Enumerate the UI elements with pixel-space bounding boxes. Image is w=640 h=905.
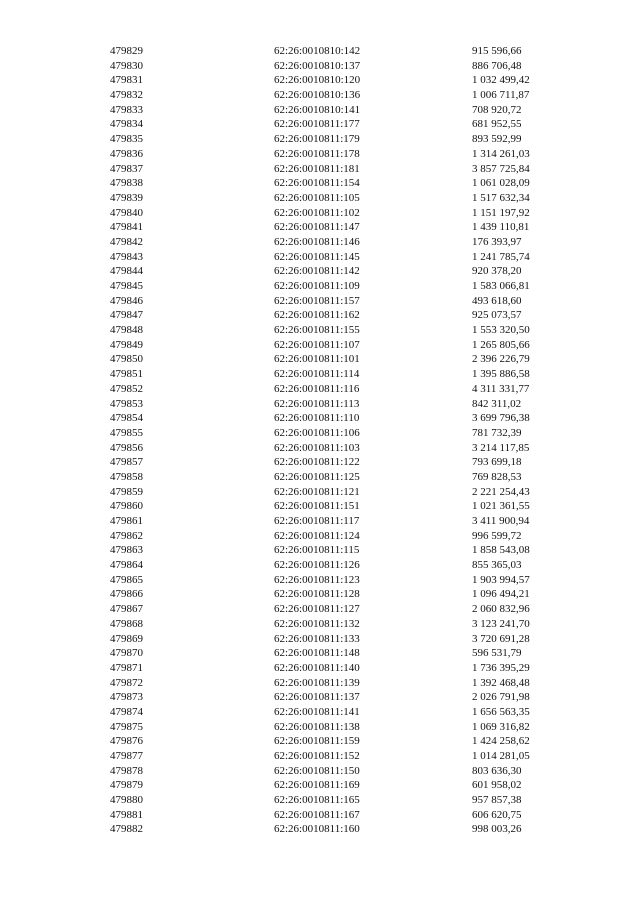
row-number: 479832 [110,89,143,102]
row-number: 479831 [110,74,143,87]
cadastral-value: 176 393,97 [472,235,522,248]
cadastral-number: 62:26:0010811:128 [274,588,360,601]
table-row [0,734,640,749]
cadastral-value: 596 531,79 [472,647,522,660]
cadastral-value: 1 096 494,21 [472,588,530,601]
row-number: 479873 [110,691,143,704]
cadastral-value: 781 732,39 [472,426,522,439]
cadastral-number: 62:26:0010810:142 [274,45,361,57]
cadastral-value: 3 214 117,85 [472,441,530,454]
cadastral-number: 62:26:0010811:110 [274,412,360,425]
cadastral-value: 842 311,02 [472,397,522,410]
cadastral-value: 793 699,18 [472,456,522,469]
cadastral-value: 1 021 361,55 [472,500,530,513]
cadastral-value: 1 583 066,81 [472,280,530,292]
table-row [0,397,640,412]
row-number: 479851 [110,368,143,381]
cadastral-value: 855 365,03 [472,559,522,572]
cadastral-value: 803 636,30 [472,764,522,777]
cadastral-value: 1 858 543,08 [472,544,530,557]
row-number: 479870 [110,647,143,660]
row-number: 479829 [110,45,143,57]
table-row [0,602,640,617]
row-number: 479853 [110,397,143,410]
cadastral-value: 886 706,48 [472,59,522,72]
table-row [0,176,640,191]
cadastral-number: 62:26:0010811:152 [274,750,360,762]
cadastral-number: 62:26:0010811:124 [274,529,360,542]
row-number: 479857 [110,456,143,469]
cadastral-number: 62:26:0010811:138 [274,720,360,733]
table-row [0,264,640,279]
cadastral-number: 62:26:0010810:141 [274,103,361,116]
cadastral-value: 3 699 796,38 [472,412,530,425]
row-number: 479874 [110,705,143,718]
table-row [0,44,640,59]
cadastral-value: 1 656 563,35 [472,705,530,718]
cadastral-value: 1 151 197,92 [472,206,530,219]
cadastral-number: 62:26:0010810:120 [274,74,361,87]
table-row [0,470,640,485]
table-row [0,279,640,294]
row-number: 479864 [110,559,143,572]
row-number: 479855 [110,426,143,439]
cadastral-value: 1 032 499,42 [472,74,530,87]
cadastral-number: 62:26:0010811:179 [274,133,360,146]
cadastral-number: 62:26:0010811:105 [274,191,360,204]
row-number: 479835 [110,133,143,146]
cadastral-number: 62:26:0010811:115 [274,544,360,557]
table-row [0,808,640,823]
row-number: 479849 [110,338,143,351]
table-row [0,778,640,793]
cadastral-number: 62:26:0010811:122 [274,456,360,469]
row-number: 479880 [110,794,143,807]
table-row [0,632,640,647]
cadastral-number: 62:26:0010811:148 [274,647,360,660]
cadastral-value: 601 958,02 [472,779,522,792]
cadastral-number: 62:26:0010811:106 [274,426,360,439]
row-number: 479859 [110,485,143,498]
cadastral-number: 62:26:0010811:121 [274,485,360,498]
cadastral-value: 1 439 110,81 [472,221,530,234]
cadastral-value: 493 618,60 [472,294,522,307]
table-row [0,323,640,338]
table-row [0,455,640,470]
table-row [0,382,640,397]
cadastral-number: 62:26:0010811:181 [274,162,360,175]
table-row [0,220,640,235]
table-row [0,676,640,691]
row-number: 479833 [110,103,143,116]
row-number: 479856 [110,441,143,454]
row-number: 479872 [110,676,143,689]
cadastral-table [0,44,640,837]
cadastral-number: 62:26:0010811:139 [274,676,360,689]
cadastral-number: 62:26:0010811:107 [274,338,360,351]
cadastral-number: 62:26:0010811:151 [274,500,360,513]
cadastral-number: 62:26:0010811:146 [274,235,360,248]
cadastral-number: 62:26:0010810:137 [274,59,361,72]
table-row [0,720,640,735]
row-number: 479863 [110,544,143,557]
table-row [0,117,640,132]
cadastral-number: 62:26:0010811:102 [274,206,360,219]
table-row [0,529,640,544]
cadastral-value: 998 003,26 [472,823,522,836]
cadastral-number: 62:26:0010810:136 [274,89,361,102]
cadastral-number: 62:26:0010811:116 [274,382,360,395]
row-number: 479834 [110,118,143,131]
table-row [0,661,640,676]
cadastral-number: 62:26:0010811:154 [274,177,360,190]
row-number: 479846 [110,294,143,307]
cadastral-number: 62:26:0010811:150 [274,764,360,777]
row-number: 479876 [110,735,143,748]
table-row [0,338,640,353]
table-row [0,822,640,837]
cadastral-value: 3 720 691,28 [472,632,530,645]
cadastral-value: 3 411 900,94 [472,515,530,527]
table-row [0,441,640,456]
row-number: 479847 [110,309,143,322]
row-number: 479882 [110,823,143,836]
cadastral-number: 62:26:0010811:109 [274,280,360,292]
cadastral-number: 62:26:0010811:103 [274,441,360,454]
table-row [0,411,640,426]
cadastral-number: 62:26:0010811:142 [274,265,360,278]
row-number: 479861 [110,515,143,527]
cadastral-value: 920 378,20 [472,265,522,278]
table-row [0,73,640,88]
cadastral-value: 1 424 258,62 [472,735,530,748]
table-row [0,235,640,250]
row-number: 479879 [110,779,143,792]
row-number: 479866 [110,588,143,601]
table-row [0,162,640,177]
table-row [0,88,640,103]
row-number: 479854 [110,412,143,425]
cadastral-value: 1 006 711,87 [472,89,530,102]
cadastral-number: 62:26:0010811:141 [274,705,360,718]
row-number: 479848 [110,324,143,337]
table-row [0,250,640,265]
cadastral-number: 62:26:0010811:114 [274,368,360,381]
table-row [0,426,640,441]
cadastral-number: 62:26:0010811:160 [274,823,360,836]
cadastral-number: 62:26:0010811:165 [274,794,360,807]
cadastral-value: 681 952,55 [472,118,522,131]
row-number: 479840 [110,206,143,219]
cadastral-number: 62:26:0010811:127 [274,603,360,616]
table-row [0,793,640,808]
row-number: 479867 [110,603,143,616]
cadastral-value: 893 592,99 [472,133,522,146]
cadastral-number: 62:26:0010811:177 [274,118,360,131]
cadastral-value: 1 395 886,58 [472,368,530,381]
cadastral-number: 62:26:0010811:147 [274,221,360,234]
row-number: 479844 [110,265,143,278]
table-row [0,558,640,573]
table-row [0,543,640,558]
table-row [0,705,640,720]
row-number: 479838 [110,177,143,190]
table-row [0,132,640,147]
cadastral-value: 606 620,75 [472,808,522,821]
cadastral-number: 62:26:0010811:133 [274,632,360,645]
cadastral-number: 62:26:0010811:169 [274,779,360,792]
cadastral-value: 1 736 395,29 [472,661,530,674]
row-number: 479878 [110,764,143,777]
cadastral-number: 62:26:0010811:157 [274,294,360,307]
cadastral-number: 62:26:0010811:126 [274,559,360,572]
table-row [0,367,640,382]
table-row [0,690,640,705]
table-row [0,206,640,221]
row-number: 479881 [110,808,143,821]
cadastral-number: 62:26:0010811:137 [274,691,360,704]
cadastral-value: 925 073,57 [472,309,522,322]
cadastral-value: 1 903 994,57 [472,573,530,586]
table-row [0,499,640,514]
row-number: 479836 [110,147,143,160]
cadastral-number: 62:26:0010811:140 [274,661,360,674]
cadastral-value: 708 920,72 [472,103,522,116]
cadastral-value: 1 265 805,66 [472,338,530,351]
row-number: 479860 [110,500,143,513]
row-number: 479837 [110,162,143,175]
row-number: 479841 [110,221,143,234]
table-row [0,573,640,588]
row-number: 479877 [110,750,143,762]
cadastral-number: 62:26:0010811:155 [274,324,360,337]
row-number: 479875 [110,720,143,733]
cadastral-value: 1 241 785,74 [472,250,530,263]
row-number: 479852 [110,382,143,395]
cadastral-number: 62:26:0010811:132 [274,617,360,630]
cadastral-value: 1 069 316,82 [472,720,530,733]
row-number: 479839 [110,191,143,204]
cadastral-value: 1 061 028,09 [472,177,530,190]
row-number: 479871 [110,661,143,674]
cadastral-value: 3 123 241,70 [472,617,530,630]
cadastral-number: 62:26:0010811:117 [274,515,360,527]
table-row [0,294,640,309]
cadastral-value: 2 396 226,79 [472,353,530,366]
table-row [0,103,640,118]
table-row [0,308,640,323]
cadastral-value: 915 596,66 [472,45,522,57]
cadastral-value: 3 857 725,84 [472,162,530,175]
cadastral-number: 62:26:0010811:167 [274,808,360,821]
table-row [0,147,640,162]
cadastral-number: 62:26:0010811:101 [274,353,360,366]
table-row [0,764,640,779]
cadastral-number: 62:26:0010811:145 [274,250,360,263]
cadastral-value: 4 311 331,77 [472,382,530,395]
cadastral-value: 1 553 320,50 [472,324,530,337]
table-row [0,587,640,602]
row-number: 479830 [110,59,143,72]
cadastral-value: 957 857,38 [472,794,522,807]
table-row [0,352,640,367]
cadastral-number: 62:26:0010811:178 [274,147,360,160]
cadastral-value: 1 392 468,48 [472,676,530,689]
cadastral-number: 62:26:0010811:113 [274,397,360,410]
cadastral-value: 2 026 791,98 [472,691,530,704]
table-row [0,749,640,764]
cadastral-value: 769 828,53 [472,470,522,483]
table-row [0,646,640,661]
cadastral-number: 62:26:0010811:123 [274,573,360,586]
table-row [0,514,640,529]
row-number: 479843 [110,250,143,263]
cadastral-value: 2 060 832,96 [472,603,530,616]
cadastral-number: 62:26:0010811:125 [274,470,360,483]
cadastral-value: 1 014 281,05 [472,750,530,762]
row-number: 479868 [110,617,143,630]
row-number: 479842 [110,235,143,248]
cadastral-value: 1 314 261,03 [472,147,530,160]
row-number: 479869 [110,632,143,645]
cadastral-value: 1 517 632,34 [472,191,530,204]
row-number: 479862 [110,529,143,542]
table-row [0,617,640,632]
table-row [0,191,640,206]
table-row [0,59,640,74]
row-number: 479865 [110,573,143,586]
table-row [0,485,640,500]
cadastral-value: 996 599,72 [472,529,522,542]
cadastral-value: 2 221 254,43 [472,485,530,498]
row-number: 479850 [110,353,143,366]
cadastral-number: 62:26:0010811:159 [274,735,360,748]
row-number: 479858 [110,470,143,483]
row-number: 479845 [110,280,143,292]
cadastral-number: 62:26:0010811:162 [274,309,360,322]
